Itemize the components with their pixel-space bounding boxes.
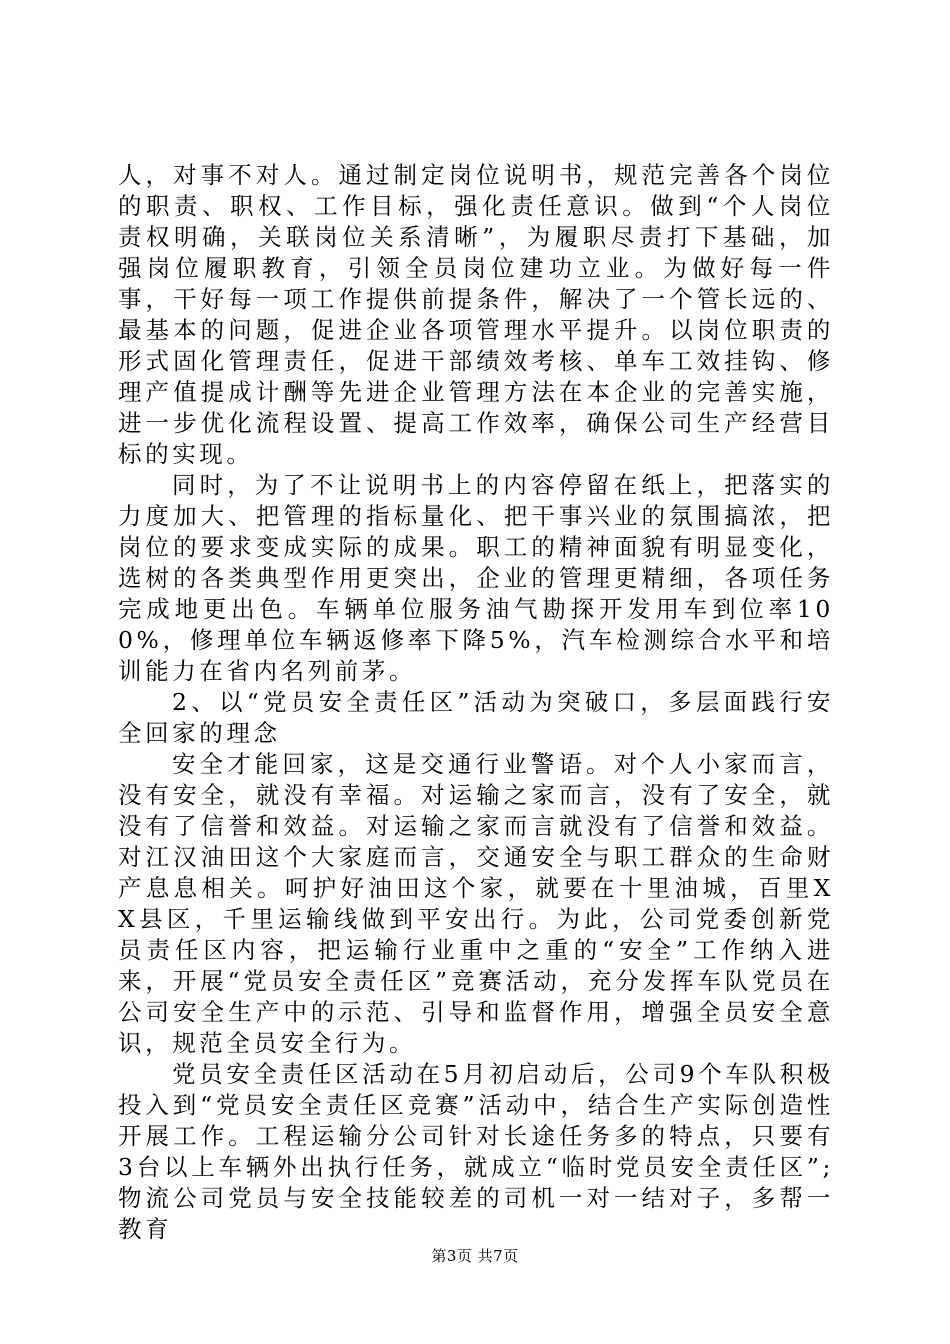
paragraph-responsibility-zone: 党员安全责任区活动在5月初启动后，公司9个车队积极投入到“党员安全责任区竞赛”活动中，结合生产实际创造性开展工作。工程运输分公司针对长途任务多的特点，只要有3台以上车辆外出执行任务，就成立“临时党员安全责任区”;物流公司党员与安全技能较差的司机一对一结对子，多帮一教育 (118, 1060, 834, 1243)
paragraph-continuation: 人，对事不对人。通过制定岗位说明书，规范完善各个岗位的职责、职权、工作目标，强化责任意识。做到“个人岗位责权明确，关联岗位关系清晰”，为履职尽责打下基础，加强岗位履职教育，引领全员岗位建功立业。为做好每一件事，干好每一项工作提供前提条件，解决了一个管长远的、最基本的问题，促进企业各项管理水平提升。以岗位职责的形式固化管理责任，促进干部绩效考核、单车工效挂钩、修理产值提成计酬等先进企业管理方法在本企业的完善实施，进一步优化流程设置、提高工作效率，确保公司生产经营目标的实现。 (118, 161, 834, 468)
paragraph-explanation-book: 同时，为了不让说明书上的内容停留在纸上，把落实的力度加大、把管理的指标量化、把干事兴业的氛围搞浓，把岗位的要求变成实际的成果。职工的精神面貌有明显变化，选树的各类典型作用更突出，企业的管理更精细，各项任务完成地更出色。车辆单位服务油气勘探开发用车到位率100%，修理单位车辆返修率下降5%，汽车检测综合水平和培训能力在省内名列前茅。 (118, 471, 834, 685)
section-heading: 2、以“党员安全责任区”活动为突破口，多层面践行安全回家的理念 (118, 688, 834, 747)
page-number-footer: 第3页 共7页 (431, 1247, 519, 1265)
paragraph-safety: 安全才能回家，这是交通行业警语。对个人小家而言，没有安全，就没有幸福。对运输之家而言，没有了安全，就没有了信誉和效益。对运输之家而言就没有了信誉和效益。对江汉油田这个大家庭而言，交通安全与职工群众的生命财产息息相关。呵护好油田这个家，就要在十里油城，百里XX县区，千里运输线做到平安出行。为此，公司党委创新党员责任区内容，把运输行业重中之重的“安全”工作纳入进来，开展“党员安全责任区”竞赛活动，充分发挥车队党员在公司安全生产中的示范、引导和监督作用，增强全员安全意识，规范全员安全行为。 (118, 750, 834, 1057)
document-body (118, 160, 834, 1245)
